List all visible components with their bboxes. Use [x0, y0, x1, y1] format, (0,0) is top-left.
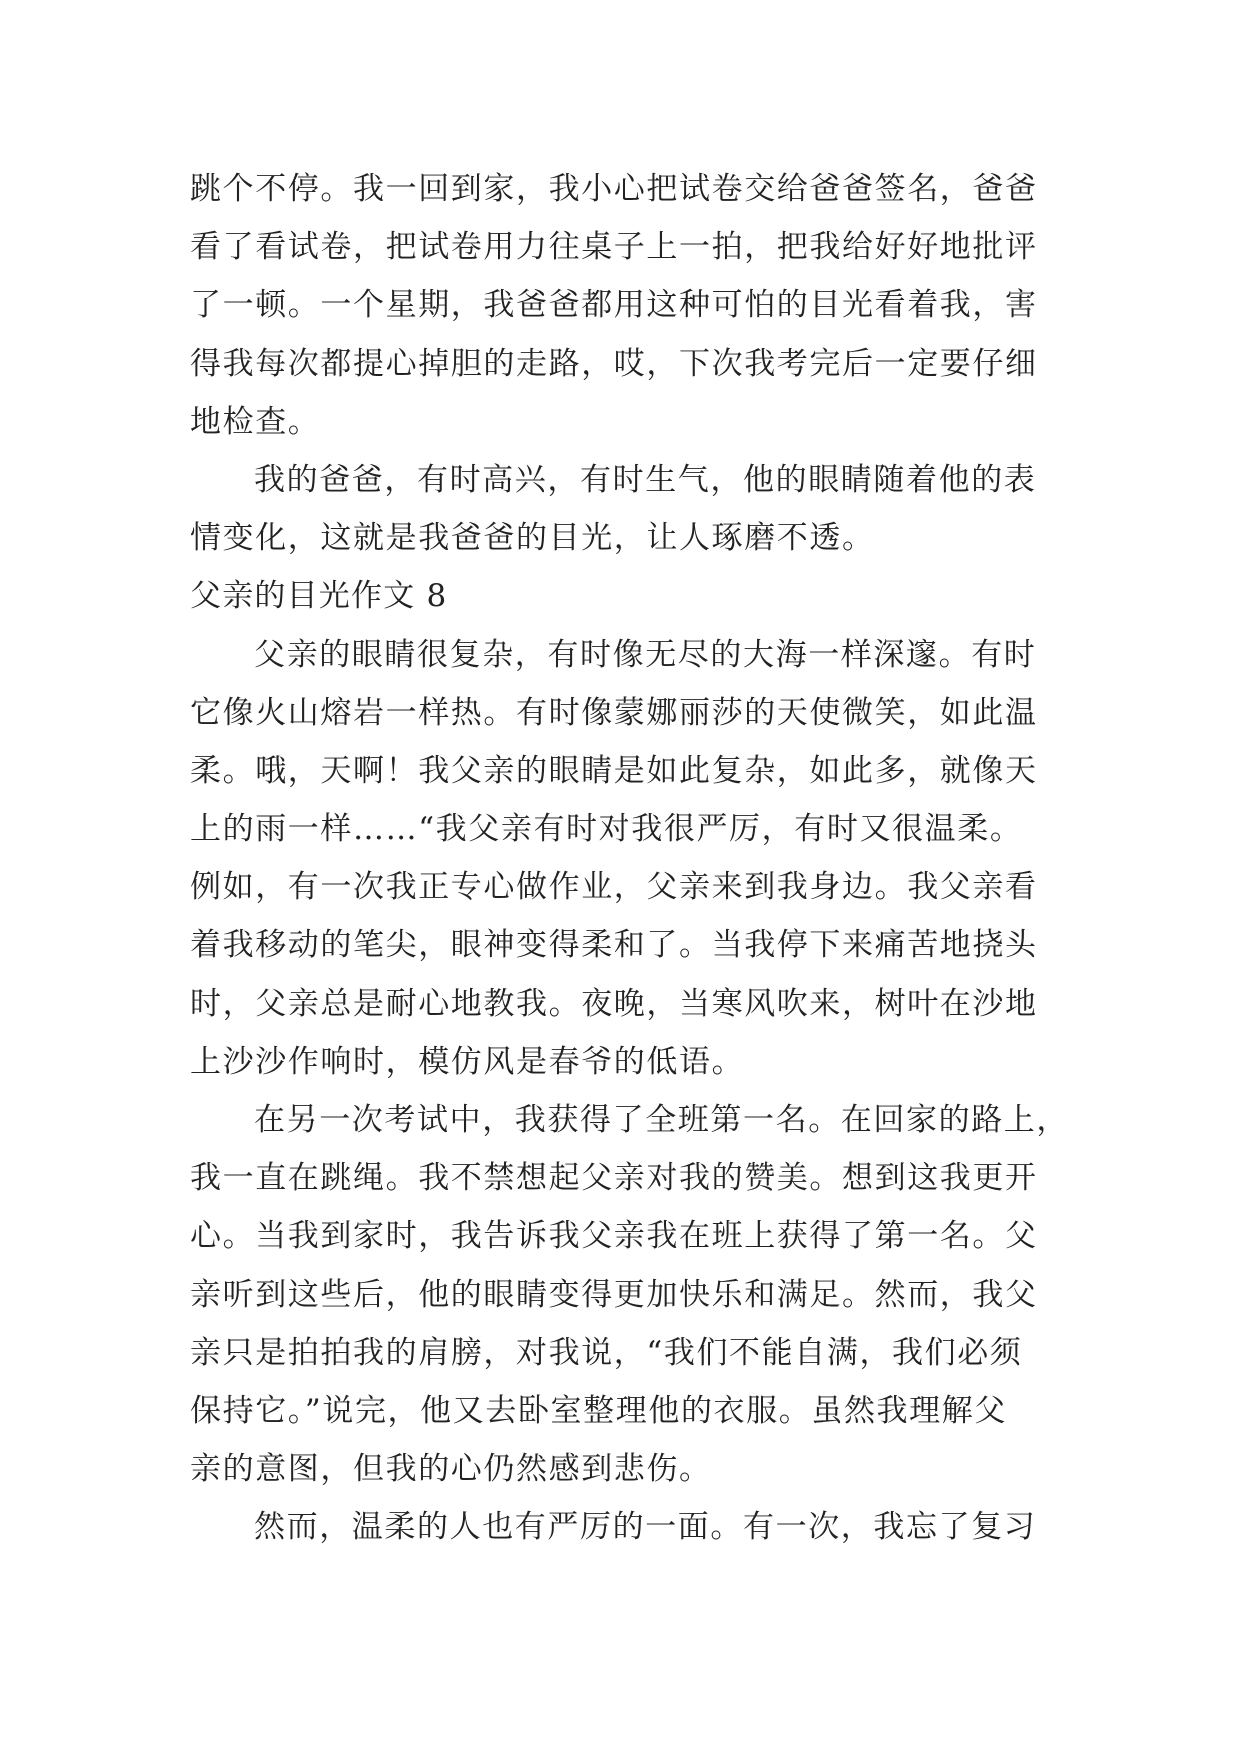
text-line: 例如，有一次我正专心做作业，父亲来到我身边。我父亲看	[190, 869, 1038, 906]
document-body	[190, 160, 1069, 1557]
text-line: 看了看试卷，把试卷用力往桌子上一拍，把我给好好地批评	[190, 229, 1038, 266]
text-line: 父亲的眼睛很复杂，有时像无尽的大海一样深邃。有时	[254, 636, 1037, 673]
text-line: 我的爸爸，有时高兴，有时生气，他的眼睛随着他的表	[254, 461, 1037, 498]
text-line: 上的雨一样……“我父亲有时对我很严厉，有时又很温柔。	[190, 811, 1023, 848]
section-heading: 父亲的目光作文 8	[190, 578, 448, 615]
text-line: 得我每次都提心掉胆的走路，哎，下次我考完后一定要仔细	[190, 345, 1038, 382]
text-line: 保持它。”说完，他又去卧室整理他的衣服。虽然我理解父	[190, 1392, 1007, 1429]
text-line: 着我移动的笔尖，眼神变得柔和了。当我停下来痛苦地挠头	[190, 927, 1038, 964]
text-line: 了一顿。一个星期，我爸爸都用这种可怕的目光看着我，害	[190, 287, 1038, 324]
text-line: 在另一次考试中，我获得了全班第一名。在回家的路上，	[254, 1102, 1069, 1138]
text-line: 柔。哦，天啊！我父亲的眼睛是如此复杂，如此多，就像天	[190, 752, 1038, 789]
text-line: 情变化，这就是我爸爸的目光，让人琢磨不透。	[190, 520, 875, 557]
text-line: 心。当我到家时，我告诉我父亲我在班上获得了第一名。父	[190, 1218, 1038, 1255]
text-line: 跳个不停。我一回到家，我小心把试卷交给爸爸签名，爸爸	[190, 171, 1038, 207]
text-line: 上沙沙作响时，模仿风是春爷的低语。	[190, 1043, 745, 1080]
text-line: 我一直在跳绳。我不禁想起父亲对我的赞美。想到这我更开	[190, 1160, 1038, 1197]
text-line: 亲的意图，但我的心仍然感到悲伤。	[190, 1451, 712, 1488]
text-line: 然而，温柔的人也有严厉的一面。有一次，我忘了复习	[254, 1509, 1037, 1546]
text-line: 亲听到这些后，他的眼睛变得更加快乐和满足。然而，我父	[190, 1276, 1038, 1313]
text-line: 时，父亲总是耐心地教我。夜晚，当寒风吹来，树叶在沙地	[190, 985, 1038, 1022]
text-line: 亲只是拍拍我的肩膀，对我说，“我们不能自满，我们必须	[190, 1334, 1023, 1371]
text-line: 地检查。	[190, 403, 321, 440]
text-line: 它像火山熔岩一样热。有时像蒙娜丽莎的天使微笑，如此温	[190, 694, 1038, 731]
